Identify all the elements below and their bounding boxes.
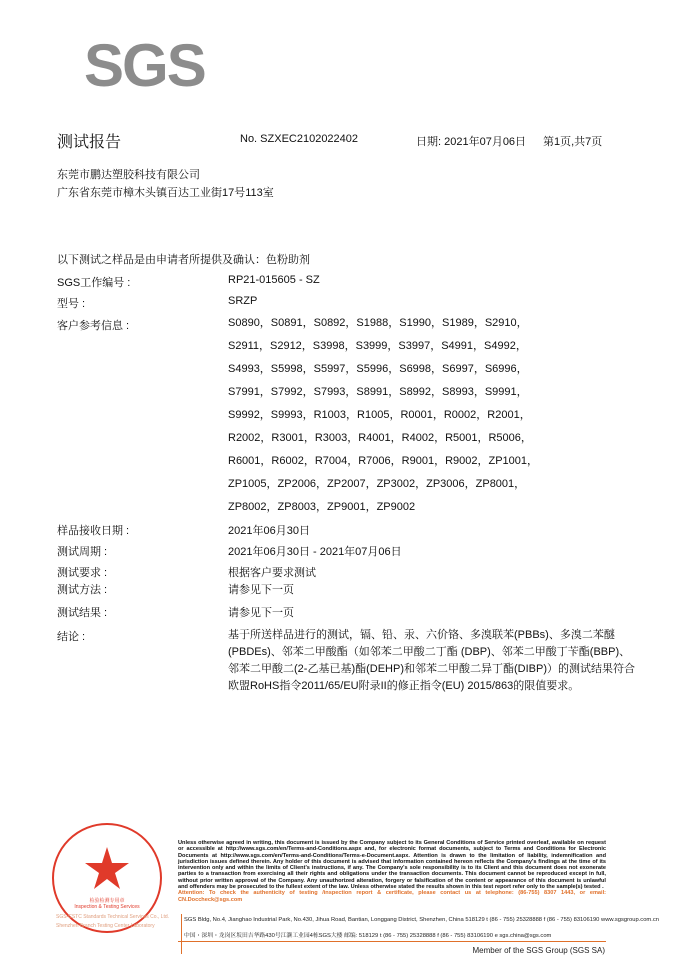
field-value: 根据客户要求测试 [228, 567, 316, 579]
reference-line: S2911，S2912，S3998，S3999，S3997，S4991，S4992， [228, 340, 527, 352]
address-english: SGS Bldg, No.4, Jianghao Industrial Park, No.430, Jihua Road, Bantian, Longgang District, Shenzhen, China 518129 t (86 - 755) 25328888 f (86 - 755) 83106190 www.sgsgroup.com.cn [184, 917, 659, 923]
reference-line: S7991，S7992，S7993，S8991，S8992，S8993，S9991， [228, 386, 528, 398]
field-value: 2021年06月30日 [228, 525, 310, 537]
conclusion-text: 基于所送样品进行的测试，镉、铅、汞、六价铬、多溴联苯(PBBs)、多溴二苯醚(PBDEs)、邻苯二甲酸酯（如邻苯二甲酸二丁酯 (DBP)、邻苯二甲酸丁苄酯(BBP)、邻苯二甲酸二(2-乙基已基)酯(DEHP)和邻苯二甲酸二异丁酯(DIBP)）的测试结果符合欧盟RoHS指令2011/65/EU附录II的修正指令(EU) 2015/863的限值要求。 [228, 629, 635, 692]
field-value: SRZP [228, 295, 258, 307]
sample-intro: 以下测试之样品是由申请者所提供及确认：色粉助剂 [57, 254, 310, 266]
inspection-seal: 检验检测专用章 Inspection & Testing Services [52, 823, 162, 933]
field-value: 请参见下一页 [228, 607, 294, 619]
reference-line: S9992，S9993，R1003，R1005，R0001，R0002，R2001， [228, 409, 531, 421]
report-title: 测试报告 [57, 134, 122, 151]
reference-line: S0890，S0891，S0892，S1988，S1990，S1989，S2910， [228, 317, 528, 329]
field-label: SGS工作编号 : [57, 277, 131, 289]
report-date: 日期: 2021年07月06日 [416, 136, 527, 148]
member-text: Member of the SGS Group (SGS SA) [472, 946, 605, 955]
disclaimer-text: Unless otherwise agreed in writing, this document is issued by the Company subject to its General Conditions of Service printed overleaf, available on request or accessible at http://www.sgs.com/en/Terms-and-Conditions.aspx and, for electronic format documents, subject to Terms and Conditions for Electronic Documents at http://www.sgs.com/en/Terms-and-Conditions/Terms-e-Document.aspx. Attention is drawn to the limitation of liability, indemnification and jurisdiction issues defined therein. Any holder of this document is advised that information contained hereon reflects the Company's findings at the time of its intervention only and within the limits of Client's instructions, if any. The Company's sole responsibility is to its Client and this document does not exonerate parties to a transaction from exercising all their rights and obligations under the transaction documents. This document cannot be reproduced except in full, without prior written approval of the Company. Any unauthorized alteration, forgery or falsification of the content or appearance of this document is unlawful and offenders may be prosecuted to the fullest extent of the law. Unless otherwise stated the results shown in this test report refer only to the sample(s) tested . [178, 840, 606, 891]
field-label: 测试要求 : [57, 567, 108, 579]
reference-line: ZP1005，ZP2006，ZP2007，ZP3002，ZP3006，ZP8001， [228, 478, 526, 490]
disclaimer [178, 840, 606, 903]
field-value: RP21-015605 - SZ [228, 274, 320, 286]
report-number: No. SZXEC2102022402 [240, 133, 359, 145]
reference-line: ZP8002，ZP8003，ZP9001，ZP9002 [228, 501, 416, 513]
authenticity-notice: Attention: To check the authenticity of testing /inspection report & certificate, please contact us at telephone: (86-755) 8307 1443, or email: CN.Doccheck@sgs.com [178, 890, 606, 903]
reference-line: S4993，S5998，S5997，S5996，S6998，S6997，S6996， [228, 363, 528, 375]
reference-list [228, 312, 538, 519]
client-address: 广东省东莞市樟木头镇百达工业街17号113室 [57, 187, 274, 199]
sgs-logo: SGS [84, 32, 205, 99]
seal-lab-text: SGS-CSTC Standards Technical Services Co., Ltd. Shenzhen Branch Testing Center Laboratory [56, 914, 170, 929]
field-label: 测试结果 : [57, 607, 108, 619]
field-label: 客户参考信息 : [57, 320, 130, 332]
field-label: 样品接收日期 : [57, 525, 130, 537]
field-label: 测试周期 : [57, 546, 108, 558]
address-chinese: 中国・深圳・龙岗区坂田吉华路430号江灏工业园4栋SGS大楼 邮编: 518129 t (86 - 755) 25328888 f (86 - 755) 83106190 e sgs.china@sgs.com [184, 933, 552, 939]
field-value: 2021年06月30日 - 2021年07月06日 [228, 546, 402, 558]
reference-line: R2002，R3001，R3003，R4001，R4002，R5001，R5006， [228, 432, 532, 444]
field-label: 测试方法 : [57, 584, 108, 596]
field-label: 型号 : [57, 298, 86, 310]
client-name: 东莞市鹏达塑胶科技有限公司 [57, 169, 200, 181]
page-number: 第1页,共7页 [543, 136, 603, 148]
field-label: 结论 : [57, 631, 86, 643]
reference-line: R6001，R6002，R7004，R7006，R9001，R9002，ZP1001， [228, 455, 539, 467]
field-value: 请参见下一页 [228, 584, 294, 596]
footer-divider-vertical [181, 914, 182, 954]
footer-divider [178, 941, 606, 942]
